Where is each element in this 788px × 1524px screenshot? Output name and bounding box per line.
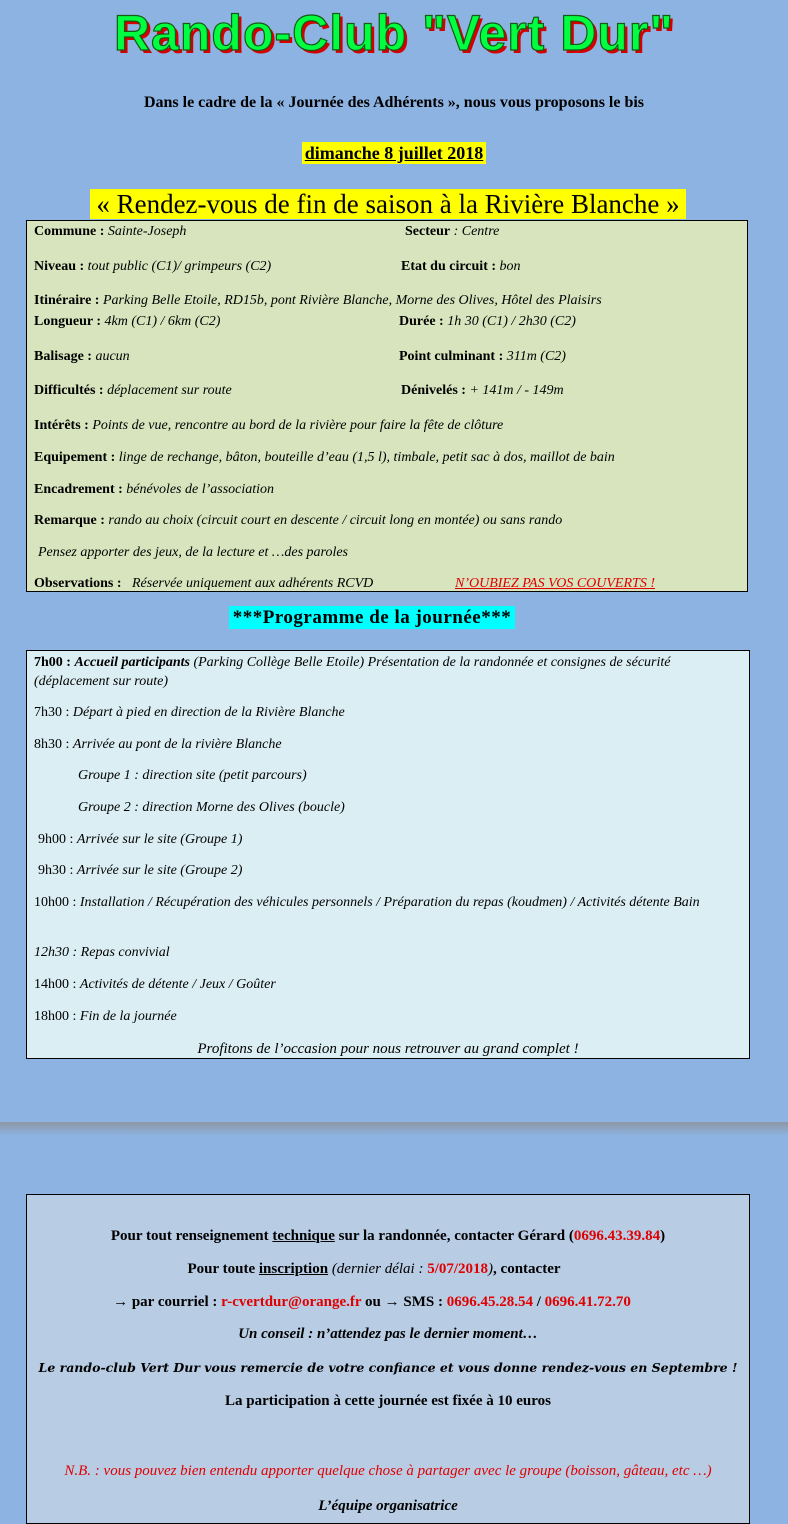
text: sur la randonnée, contacter Gérard ( (334, 1228, 574, 1244)
schedule-item (34, 975, 734, 994)
group-2-item: Groupe 2 : direction Morne des Olives (boucle) (78, 800, 345, 815)
text: technique (272, 1228, 335, 1244)
signature-text: L’équipe organisatrice (318, 1498, 458, 1514)
text: / (532, 1294, 545, 1310)
email-link[interactable]: r-cvertdur@orange.fr (221, 1294, 362, 1310)
longueur-label: Longueur : (34, 314, 102, 329)
couverts-warning: N’OUBIEZ PAS VOS COUVERTS ! (455, 576, 655, 591)
schedule-time: 12h30 : (34, 945, 78, 960)
point-culminant-label: Point culminant : (399, 349, 504, 364)
equipement-value: linge de rechange, bâton, bouteille d’eau (1,5 l), timbale, petit sac à dos, maillot de bain (118, 450, 615, 465)
interets-value: Points de vue, rencontre au bord de la rivière pour faire la fête de clôture (92, 418, 504, 433)
schedule-time: 8h30 : (34, 737, 70, 752)
text: (dernier délai : (331, 1261, 428, 1277)
itineraire-value: Parking Belle Etoile, RD15b, pont Rivière Blanche, Morne des Olives, Hôtel des Plaisirs (102, 293, 602, 308)
gerard-phone[interactable]: 0696.43.39.84 (573, 1228, 661, 1244)
contact-line-inscription (13, 1261, 735, 1278)
schedule-time: 9h00 : (38, 832, 74, 847)
schedule-time: 10h00 : (34, 895, 77, 910)
schedule-text: (Parking Collège Belle Etoile) Présentation de la randonnée et consignes de sécurité (déplacement sur route) (34, 655, 671, 689)
deadline-date: 5/07/2018 (427, 1261, 489, 1277)
denivele-value: + 141m / - 149m (469, 383, 564, 398)
balisage-value: aucun (95, 349, 130, 364)
observations-value: Réservée uniquement aux adhérents RCVD (132, 576, 374, 591)
hike-info-box (26, 220, 748, 592)
remarque-label: Remarque : (34, 513, 105, 528)
intro-text: Dans le cadre de la « Journée des Adhérents », nous vous proposons le bis (143, 94, 645, 111)
schedule-text: Arrivée sur le site (Groupe 1) (76, 832, 243, 847)
remarque-value: rando au choix (circuit court en descente / circuit long en montée) ou sans rando (108, 513, 563, 528)
pensez-text: Pensez apporter des jeux, de la lecture et …des paroles (38, 545, 349, 560)
text: → par courriel : (113, 1294, 222, 1310)
group-1-item: Groupe 1 : direction site (petit parcours) (78, 768, 307, 783)
advice-text: Un conseil : n’attendez pas le dernier moment… (238, 1326, 538, 1342)
schedule-text: Arrivée au pont de la rivière Blanche (72, 737, 282, 752)
schedule-text: Arrivée sur le site (Groupe 2) (76, 863, 243, 878)
contact-line-channels (11, 1294, 733, 1311)
price-text: La participation à cette journée est fixée à 10 euros (225, 1393, 551, 1409)
difficultes-label: Difficultés : (34, 383, 104, 398)
club-title: Rando-Club "Vert Dur" (113, 5, 675, 61)
denivele-label: Dénivelés : (401, 383, 466, 398)
schedule-text: Fin de la journée (79, 1009, 177, 1024)
etat-value: bon (499, 259, 521, 274)
contact-box (26, 1194, 750, 1524)
text: ) (660, 1228, 666, 1244)
text: Pour tout renseignement (110, 1228, 273, 1244)
thanks-text: Le rando-club Vert Dur vous remercie de votre confiance et vous donne rendez-vous en Septembre ! (38, 1360, 738, 1375)
point-culminant-value: 311m (C2) (506, 349, 566, 364)
sms-number-1[interactable]: 0696.45.28.54 (446, 1294, 533, 1310)
schedule-event: Accueil participants (74, 655, 190, 670)
itineraire-label: Itinéraire : (34, 293, 100, 308)
schedule-time: 7h30 : (34, 705, 70, 720)
schedule-item (38, 861, 738, 880)
interets-label: Intérêts : (34, 418, 89, 433)
text: ) (488, 1261, 494, 1277)
schedule-item (34, 893, 734, 912)
schedule-item (34, 735, 734, 754)
event-title: « Rendez-vous de fin de saison à la Rivière Blanche » (90, 189, 685, 219)
page-separator (0, 1122, 788, 1136)
schedule-item (34, 1007, 734, 1026)
program-schedule-box (26, 650, 750, 1059)
sms-number-2[interactable]: 0696.41.72.70 (544, 1294, 631, 1310)
program-title: ***Programme de la journée*** (229, 606, 516, 629)
text: , contacter (493, 1261, 561, 1277)
closing-text: Profitons de l’occasion pour nous retrouver au grand complet ! (197, 1041, 579, 1057)
commune-label: Commune : (34, 224, 105, 239)
niveau-label: Niveau : (34, 259, 85, 274)
encadrement-value: bénévoles de l’association (126, 482, 275, 497)
text: inscription (258, 1261, 329, 1277)
secteur-label: Secteur (405, 224, 451, 239)
schedule-text: Activités de détente / Jeux / Goûter (79, 977, 276, 992)
schedule-item (34, 653, 734, 691)
secteur-value: : Centre (453, 224, 500, 239)
schedule-item (38, 830, 738, 849)
duree-value: 1h 30 (C1) / 2h30 (C2) (447, 314, 576, 329)
schedule-time: 14h00 : (34, 977, 77, 992)
text: ou → SMS : (361, 1294, 447, 1310)
schedule-item (34, 703, 734, 722)
schedule-time: 9h30 : (38, 863, 74, 878)
difficultes-value: déplacement sur route (107, 383, 232, 398)
duree-label: Durée : (399, 314, 444, 329)
event-date: dimanche 8 juillet 2018 (302, 142, 487, 164)
schedule-text: Repas convivial (80, 945, 170, 960)
encadrement-label: Encadrement : (34, 482, 123, 497)
equipement-label: Equipement : (34, 450, 116, 465)
schedule-time: 7h00 : (34, 655, 71, 670)
observations-label: Observations : (34, 576, 122, 591)
longueur-value: 4km (C1) / 6km (C2) (104, 314, 221, 329)
contact-line-technical (27, 1228, 749, 1245)
balisage-label: Balisage : (34, 349, 92, 364)
schedule-text: Installation / Récupération des véhicules personnels / Préparation du repas (koudmen) / Activités détente Bain (79, 895, 700, 910)
commune-value: Sainte-Joseph (107, 224, 187, 239)
schedule-text: Départ à pied en direction de la Rivière Blanche (72, 705, 345, 720)
nb-text: N.B. : vous pouvez bien entendu apporter quelque chose à partager avec le groupe (boisson, gâteau, etc …) (64, 1463, 712, 1479)
schedule-time: 18h00 : (34, 1009, 77, 1024)
schedule-item (34, 943, 734, 962)
etat-label: Etat du circuit : (401, 259, 497, 274)
niveau-value: tout public (C1)/ grimpeurs (C2) (87, 259, 272, 274)
text: Pour toute (187, 1261, 259, 1277)
